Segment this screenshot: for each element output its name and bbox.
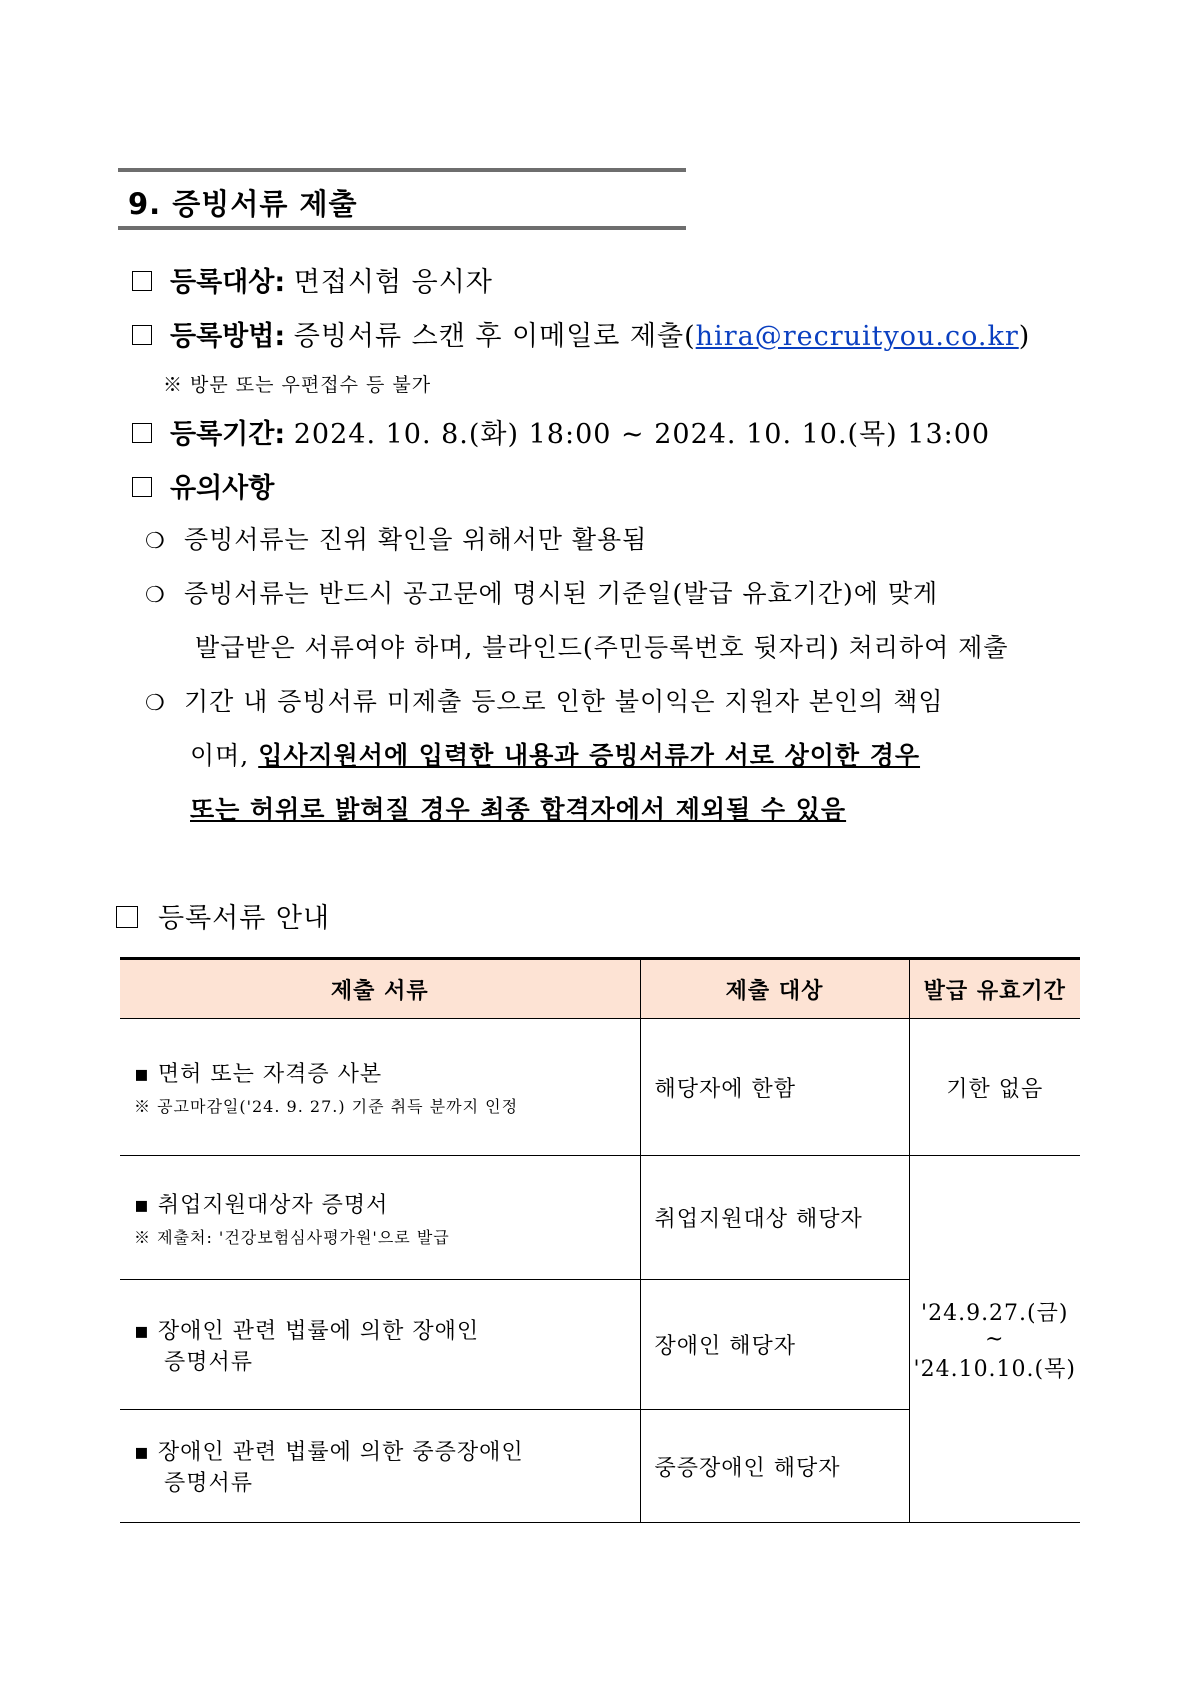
doc-cell (120, 1019, 640, 1156)
bullet-icon: ❍ (145, 583, 166, 608)
method-note: ※ 방문 또는 우편접수 등 불가 (163, 374, 432, 396)
item-value: 면접시험 응시자 (293, 267, 493, 298)
target-cell: 취업지원대상 해당자 (640, 1156, 909, 1280)
notice-3-cont2 (190, 790, 846, 826)
item-label: 등록방법: (170, 321, 286, 352)
item-label: 등록대상: (170, 267, 286, 298)
doc-cell (120, 1156, 640, 1280)
notice-text-underlined: 입사지원서에 입력한 내용과 증빙서류가 서로 상이한 경우 (258, 741, 921, 770)
item-notes (132, 466, 274, 505)
notice-3-cont (190, 736, 920, 772)
docs-section-title (116, 896, 330, 935)
shared-validity-cell (909, 1156, 1080, 1523)
item-period (132, 412, 990, 451)
checkbox-icon (116, 906, 138, 928)
docs-title-text: 등록서류 안내 (158, 903, 331, 934)
bullet-icon: ❍ (145, 691, 166, 716)
target-cell: 해당자에 한함 (640, 1019, 909, 1156)
item-value: 2024. 10. 8.(화) 18:00 ~ 2024. 10. 10.(목) 13:00 (293, 419, 991, 450)
documents-table (120, 957, 1080, 1523)
doc-name-cont: 증명서류 (164, 1349, 254, 1375)
email-link[interactable]: hira@recruityou.co.kr (695, 321, 1019, 352)
doc-name-cont: 증명서류 (164, 1471, 254, 1496)
doc-name: ▪ 면허 또는 자격증 사본 (134, 1062, 383, 1087)
target-cell: 중증장애인 해당자 (640, 1410, 909, 1523)
notice-3 (145, 682, 944, 718)
item-target (132, 260, 493, 299)
bullet-icon: ❍ (145, 529, 166, 554)
doc-note: ※ 공고마감일('24. 9. 27.) 기준 취득 분까지 인정 (134, 1097, 519, 1116)
validity-start: '24.9.27.(금) ~ (921, 1300, 1069, 1352)
item-value (294, 321, 1031, 352)
notice-2-cont: 발급받은 서류여야 하며, 블라인드(주민등록번호 뒷자리) 처리하여 제출 (195, 633, 1009, 662)
notice-text: 증빙서류는 진위 확인을 위해서만 활용됨 (183, 525, 648, 554)
doc-name: ▪ 취업지원대상자 증명서 (134, 1192, 389, 1218)
checkbox-icon (132, 477, 152, 497)
item-label: 등록기간: (170, 419, 286, 450)
doc-name: ▪ 장애인 관련 법률에 의한 장애인 (134, 1318, 480, 1344)
doc-name: ▪ 장애인 관련 법률에 의한 중증장애인 (134, 1440, 524, 1465)
checkbox-icon (132, 423, 152, 443)
target-cell: 장애인 해당자 (640, 1280, 909, 1410)
item-method (132, 314, 1030, 353)
method-text-end: ) (1018, 321, 1031, 352)
notice-text-underlined: 또는 허위로 밝혀질 경우 최종 합격자에서 제외될 수 있음 (190, 795, 847, 824)
doc-cell (120, 1410, 640, 1523)
section-header (118, 168, 686, 230)
header-validity: 발급 유효기간 (909, 959, 1080, 1019)
table-header-row (120, 959, 1080, 1019)
method-text: 증빙서류 스캔 후 이메일로 제출( (293, 321, 696, 352)
checkbox-icon (132, 271, 152, 291)
validity-cell: 기한 없음 (909, 1019, 1080, 1156)
doc-cell (120, 1280, 640, 1410)
validity-end: '24.10.10.(목) (913, 1356, 1076, 1382)
notice-1 (145, 520, 647, 556)
header-document: 제출 서류 (120, 959, 640, 1019)
table-row (120, 1019, 1080, 1156)
notice-text: 기간 내 증빙서류 미제출 등으로 인한 불이익은 지원자 본인의 책임 (183, 687, 944, 716)
table-row (120, 1156, 1080, 1280)
item-label: 유의사항 (170, 473, 275, 504)
notice-text-plain: 이며, (190, 741, 259, 770)
checkbox-icon (132, 325, 152, 345)
header-target: 제출 대상 (640, 959, 909, 1019)
notice-2 (145, 574, 938, 610)
section-title: 9. 증빙서류 제출 (128, 187, 358, 221)
doc-note: ※ 제출처: '건강보험심사평가원'으로 발급 (134, 1227, 450, 1247)
notice-text: 증빙서류는 반드시 공고문에 명시된 기준일(발급 유효기간)에 맞게 (183, 579, 939, 608)
